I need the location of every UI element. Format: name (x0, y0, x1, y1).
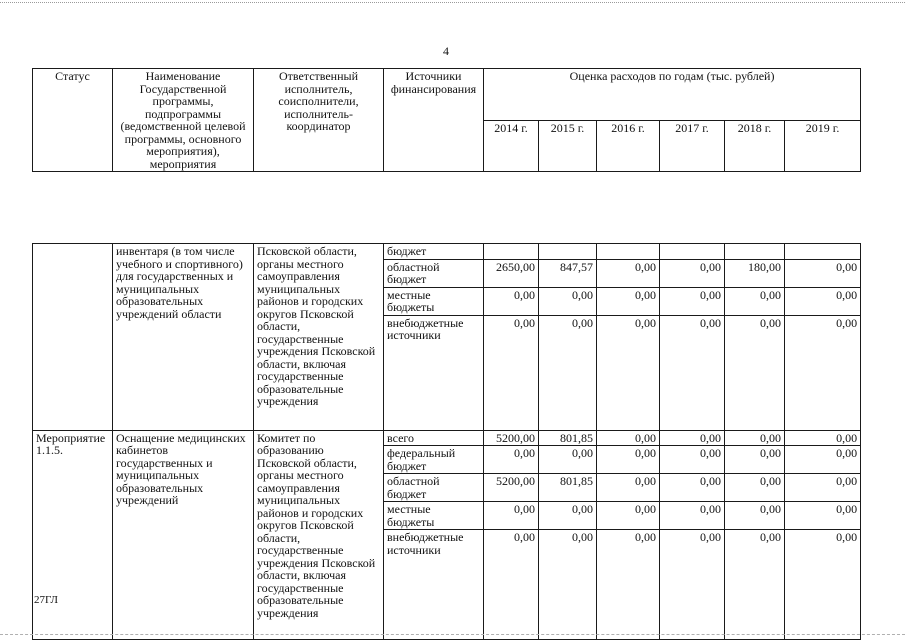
block1-responsible: Псковской области, органы местного самоуправления муниципальных районов и городских округов Псковской области, государственные учреждения Псковской области, включая государственные образовательные учреждения (254, 244, 384, 431)
page-number: 4 (443, 44, 449, 58)
value-cell: 0,00 (660, 446, 725, 474)
value-cell (785, 244, 861, 260)
value-cell: 0,00 (597, 502, 660, 530)
value-cell: 0,00 (484, 530, 539, 640)
value-cell: 0,00 (785, 502, 861, 530)
value-cell: 0,00 (725, 502, 785, 530)
value-cell: 5200,00 (484, 430, 539, 446)
value-cell: 0,00 (785, 446, 861, 474)
value-cell: 0,00 (725, 287, 785, 315)
header-status: Статус (33, 69, 113, 172)
value-cell: 0,00 (539, 287, 597, 315)
value-cell: 0,00 (660, 315, 725, 430)
block2-responsible: Комитет по образованию Псковской области, органы местного самоуправления муниципальных районов и городских округов Псковской области, государственные учреждения Псковской области, включая государственные образовательные учреждения (254, 430, 384, 640)
value-cell: 0,00 (597, 446, 660, 474)
value-cell: 0,00 (785, 474, 861, 502)
value-cell (597, 244, 660, 260)
value-cell: 0,00 (785, 315, 861, 430)
header-year: 2015 г. (539, 120, 597, 172)
scan-edge-top (0, 2, 905, 3)
value-cell: 0,00 (725, 530, 785, 640)
source-cell: местные бюджеты (384, 502, 484, 530)
footer-code: 27ГЛ (34, 594, 58, 606)
header-year: 2019 г. (785, 120, 861, 172)
value-cell: 0,00 (725, 446, 785, 474)
value-cell (660, 244, 725, 260)
value-cell: 0,00 (539, 502, 597, 530)
value-cell: 0,00 (660, 502, 725, 530)
value-cell: 180,00 (725, 259, 785, 287)
block1-status (33, 244, 113, 431)
budget-table (32, 68, 861, 640)
block2-status: Мероприятие 1.1.5. (33, 430, 113, 640)
value-cell: 5200,00 (484, 474, 539, 502)
header-year: 2014 г. (484, 120, 539, 172)
header-expenses: Оценка расходов по годам (тыс. рублей) (484, 69, 861, 121)
value-cell: 0,00 (539, 315, 597, 430)
value-cell: 0,00 (484, 287, 539, 315)
value-cell: 0,00 (597, 530, 660, 640)
value-cell: 801,85 (539, 474, 597, 502)
value-cell: 0,00 (785, 430, 861, 446)
value-cell: 0,00 (597, 430, 660, 446)
value-cell: 0,00 (660, 474, 725, 502)
source-cell: всего (384, 430, 484, 446)
source-cell: внебюджетные источники (384, 530, 484, 640)
header-year: 2016 г. (597, 120, 660, 172)
table-row (33, 244, 861, 260)
value-cell: 0,00 (785, 259, 861, 287)
scan-edge-bottom (0, 634, 905, 635)
value-cell: 0,00 (597, 315, 660, 430)
value-cell: 2650,00 (484, 259, 539, 287)
value-cell: 0,00 (725, 474, 785, 502)
value-cell: 0,00 (539, 446, 597, 474)
header-year: 2017 г. (660, 120, 725, 172)
value-cell: 0,00 (484, 446, 539, 474)
value-cell: 0,00 (597, 287, 660, 315)
value-cell: 0,00 (597, 474, 660, 502)
source-cell: федеральный бюджет (384, 446, 484, 474)
value-cell: 0,00 (785, 530, 861, 640)
value-cell: 0,00 (484, 502, 539, 530)
block1-name: инвентаря (в том числе учебного и спортивного) для государственных и муниципальных образовательных учреждений области (113, 244, 254, 431)
value-cell: 0,00 (785, 287, 861, 315)
header-sources: Источники финансирования (384, 69, 484, 172)
value-cell: 847,57 (539, 259, 597, 287)
source-cell: бюджет (384, 244, 484, 260)
value-cell: 0,00 (725, 315, 785, 430)
header-row (33, 69, 861, 121)
block2-name: Оснащение медицинских кабинетов государственных и муниципальных образовательных учреждений (113, 430, 254, 640)
value-cell: 0,00 (660, 259, 725, 287)
value-cell: 0,00 (484, 315, 539, 430)
value-cell: 0,00 (660, 287, 725, 315)
header-responsible: Ответственный исполнитель, соисполнители, исполнитель-координатор (254, 69, 384, 172)
table-row (33, 430, 861, 446)
value-cell (484, 244, 539, 260)
source-cell: областной бюджет (384, 259, 484, 287)
value-cell (539, 244, 597, 260)
source-cell: областной бюджет (384, 474, 484, 502)
source-cell: внебюджетные источники (384, 315, 484, 430)
value-cell: 0,00 (660, 530, 725, 640)
value-cell (725, 244, 785, 260)
value-cell: 0,00 (725, 430, 785, 446)
header-program-name: Наименование Государственной программы, подпрограммы (ведомственной целевой программы, основного мероприятия), мероприятия (113, 69, 254, 172)
value-cell: 0,00 (539, 530, 597, 640)
header-year: 2018 г. (725, 120, 785, 172)
source-cell: местные бюджеты (384, 287, 484, 315)
value-cell: 801,85 (539, 430, 597, 446)
value-cell: 0,00 (597, 259, 660, 287)
value-cell: 0,00 (660, 430, 725, 446)
